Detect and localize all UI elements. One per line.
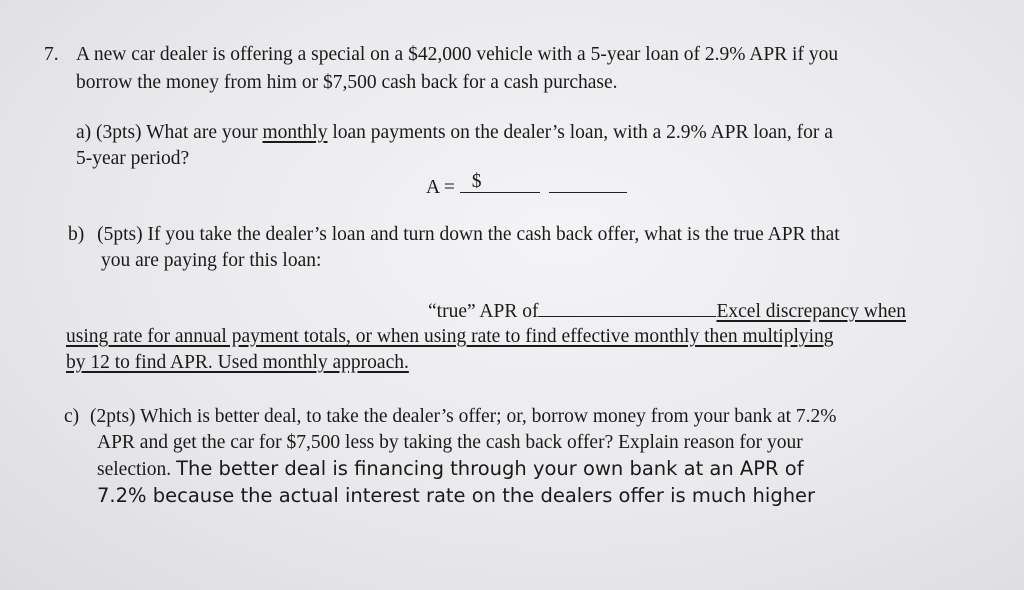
part-c-text-line-1: Which is better deal, to take the dealer’s offer; or, borrow money from your bank at 7.2% <box>140 406 837 427</box>
part-a-text-before: What are your <box>146 122 258 143</box>
question-line-2: borrow the money from him or $7,500 cash back for a cash purchase. <box>76 72 618 93</box>
part-c-line-2: APR and get the car for $7,500 less by taking the cash back offer? Explain reason for your <box>97 432 803 453</box>
part-b-answer-line-2: using rate for annual payment totals, or when using rate to find effective monthly then multiplying <box>66 326 834 347</box>
part-c-text-line-3: selection. <box>97 459 172 480</box>
part-c-answer-line-1: The better deal is financing through your own bank at an APR of <box>176 457 804 480</box>
part-a-line-1 <box>76 120 833 146</box>
part-b-answer-line-3: by 12 to find APR. Used monthly approach. <box>66 352 409 373</box>
part-b-answer-blank[interactable] <box>538 298 716 317</box>
question-line-1: A new car dealer is offering a special on a $42,000 vehicle with a 5-year loan of 2.9% APR if you <box>76 44 839 65</box>
part-c-points: (2pts) <box>90 406 136 427</box>
part-a-answer-label: A = <box>426 177 455 198</box>
part-b-text-line-1: If you take the dealer’s loan and turn down the cash back offer, what is the true APR that <box>147 224 840 245</box>
part-b-answer-label: “true” APR of <box>428 301 539 322</box>
part-a-line-2: 5-year period? <box>76 148 190 169</box>
part-b-answer-row <box>428 298 906 325</box>
part-a-label: a) <box>76 122 92 143</box>
part-b-points: (5pts) <box>97 224 143 245</box>
part-c-line-1 <box>64 404 837 430</box>
part-a-answer-blank-1[interactable] <box>460 171 540 193</box>
part-a-underlined-word: monthly <box>262 122 328 143</box>
part-a-text-after: loan payments on the dealer’s loan, with a 2.9% APR loan, for a <box>332 122 833 143</box>
part-b-line-1 <box>68 222 840 248</box>
question-number: 7. <box>44 44 59 65</box>
part-c-line-3 <box>97 456 804 483</box>
part-a-answer <box>426 171 627 201</box>
part-b-answer-line-1: Excel discrepancy when <box>716 301 906 322</box>
part-c-label: c) <box>64 406 80 427</box>
part-c-answer-line-2: 7.2% because the actual interest rate on the dealers offer is much higher <box>97 484 816 507</box>
part-b-line-2: you are paying for this loan: <box>101 250 322 271</box>
part-b-label: b) <box>68 224 85 245</box>
part-a-answer-blank-2[interactable] <box>549 174 627 193</box>
part-a-points: (3pts) <box>96 122 142 143</box>
part-a-answer-value: $ <box>471 171 482 192</box>
